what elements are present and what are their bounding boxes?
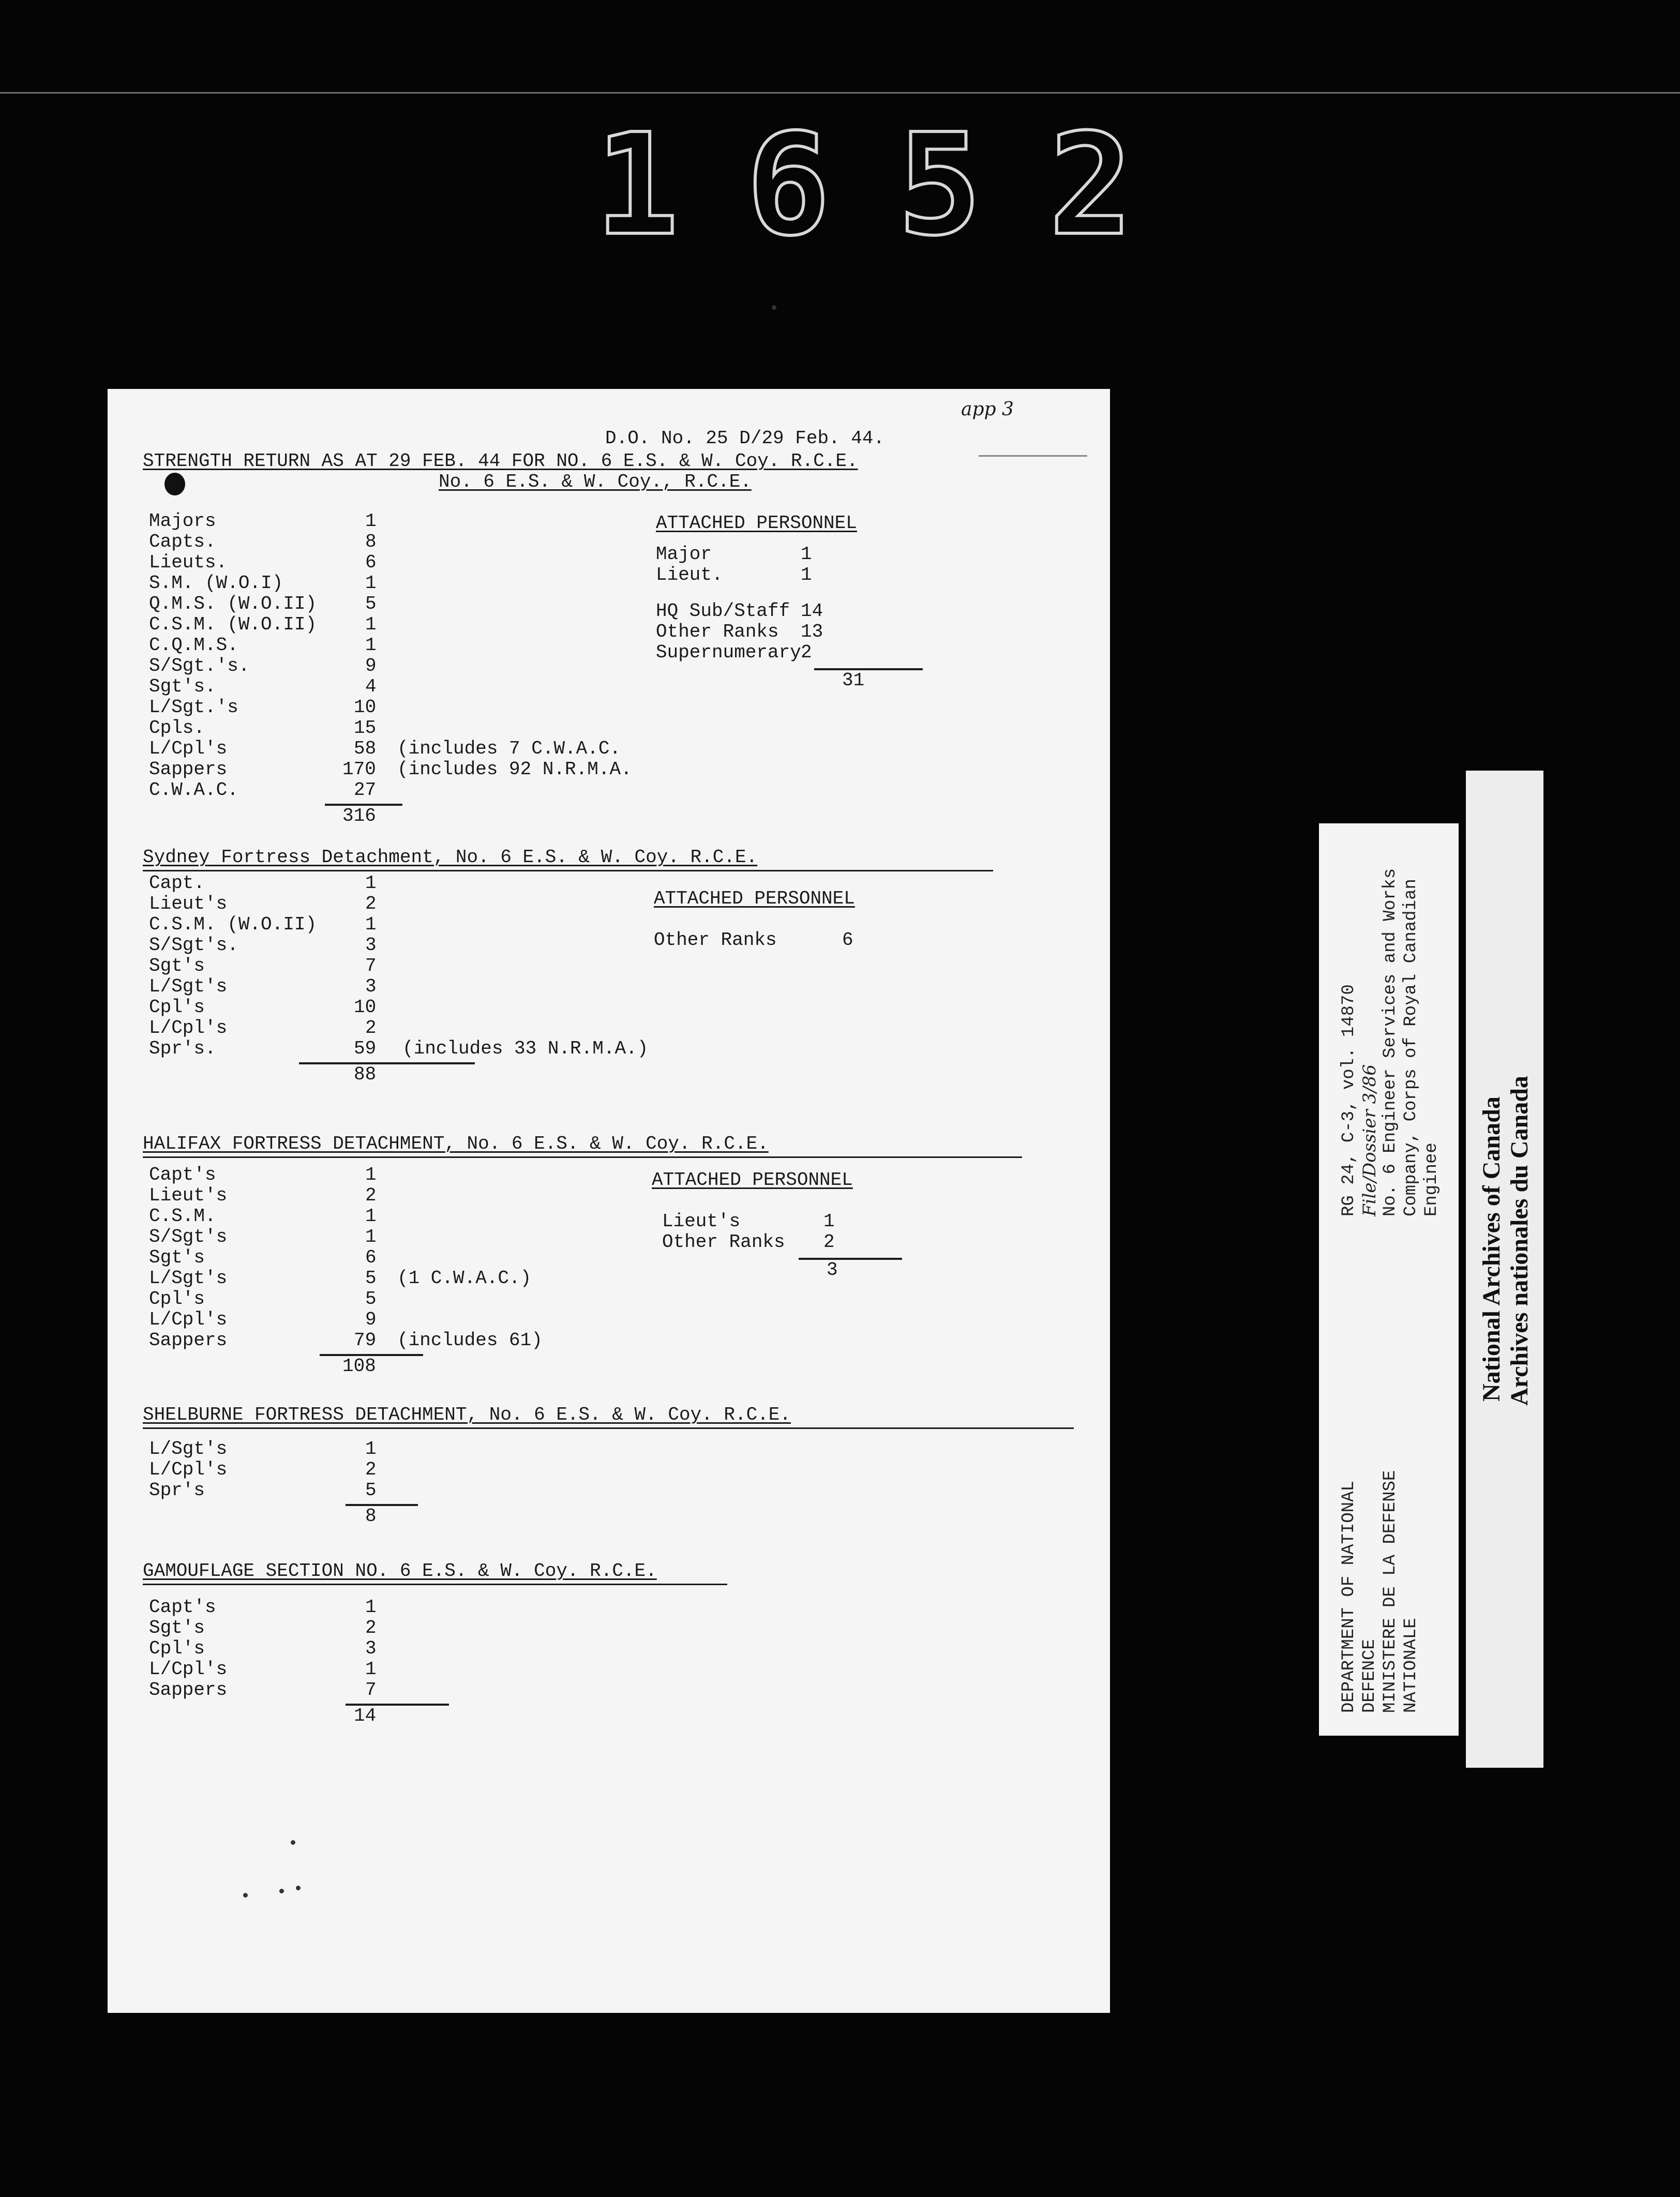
section-heading: SHELBURNE FORTRESS DETACHMENT, No. 6 E.S. & W. Coy. R.C.E. (143, 1404, 791, 1425)
section-heading-rule (143, 1427, 1074, 1429)
rank-count: 1 (365, 573, 377, 594)
rank-count: 27 (354, 779, 377, 801)
section-heading: Sydney Fortress Detachment, No. 6 E.S. & W. Coy. R.C.E. (143, 847, 758, 868)
rank-count: 1 (365, 914, 377, 935)
rank-count: 1 (365, 1206, 377, 1227)
rank-note: (includes 33 N.R.M.A.) (402, 1038, 649, 1059)
dust-mark (243, 1893, 248, 1898)
rank-count: 1 (365, 635, 377, 656)
rank-label: C.Q.M.S. (149, 635, 238, 656)
rank-count: 1 (365, 1597, 377, 1618)
rank-count: 5 (365, 1480, 377, 1501)
total-rule (346, 1504, 418, 1506)
section-heading: GAMOUFLAGE SECTION NO. 6 E.S. & W. Coy. R.C.E. (143, 1560, 657, 1582)
rank-label: Lieut's (149, 1185, 228, 1206)
attached-rank-label: Other Ranks (654, 929, 777, 951)
rank-label: Sappers (149, 1679, 228, 1701)
rank-label: L/Cpl's (149, 1309, 228, 1330)
rg-reference: RG 24, C-3, vol. 14870 (1339, 984, 1359, 1216)
rank-count: 1 (365, 1659, 377, 1680)
attached-personnel-heading: ATTACHED PERSONNEL (656, 513, 857, 534)
dept-en-line-2: DEFENCE (1360, 1639, 1379, 1713)
rank-label: Capts. (149, 531, 216, 552)
rank-count: 10 (354, 997, 377, 1018)
rank-label: S/Sgt's (149, 1226, 228, 1247)
dust-mark (279, 1889, 284, 1893)
description-line-1: No. 6 Engineer Services and Works (1381, 868, 1400, 1216)
rank-label: L/Sgt.'s (149, 697, 238, 718)
rank-label: Sappers (149, 759, 228, 780)
rank-label: Lieut's (149, 893, 228, 914)
rank-label: L/Cpl's (149, 1659, 228, 1680)
rank-label: C.S.M. (W.O.II) (149, 914, 317, 935)
rank-count: 1 (365, 510, 377, 532)
rank-label: Cpl's (149, 1288, 205, 1310)
section-total: 8 (365, 1506, 377, 1527)
section-heading-rule (143, 870, 993, 871)
rank-count: 3 (365, 1638, 377, 1659)
document-page (108, 389, 1110, 2013)
rank-label: Capt. (149, 872, 205, 894)
rank-count: 7 (365, 1679, 377, 1701)
attached-rank-count: 1 (801, 544, 812, 565)
file-dossier: File/Dossier 3/86 (1359, 1064, 1380, 1216)
rank-count: 5 (365, 593, 377, 614)
rank-label: S/Sgt's. (149, 935, 238, 956)
rank-count: 2 (365, 1017, 377, 1039)
description-line-3: Enginee (1422, 1142, 1442, 1216)
rank-count: 8 (365, 531, 377, 552)
section-total: 316 (342, 805, 376, 826)
archive-reference-label (1319, 823, 1459, 1736)
attached-rank-label: Lieut. (656, 564, 723, 585)
rank-label: Lieuts. (149, 552, 228, 573)
rank-count: 5 (365, 1268, 377, 1289)
rank-label: C.S.M. (149, 1206, 216, 1227)
dust-mark (296, 1886, 301, 1890)
archives-name-en: National Archives of Canada (1478, 1096, 1505, 1402)
rank-label: Majors (149, 510, 216, 532)
attached-rank-count: 2 (801, 642, 812, 663)
document-title: STRENGTH RETURN AS AT 29 FEB. 44 FOR NO. 6 E.S. & W. Coy. R.C.E. (143, 450, 858, 472)
annotation-underline (979, 455, 1087, 457)
rank-label: C.W.A.C. (149, 779, 238, 801)
rank-count: 59 (354, 1038, 377, 1059)
attached-personnel-heading: ATTACHED PERSONNEL (654, 888, 855, 909)
rank-count: 1 (365, 872, 377, 894)
section-heading-rule (143, 1584, 727, 1585)
dept-fr-line-1: MINISTERE DE LA DEFENSE (1381, 1470, 1400, 1713)
rank-label: L/Sgt's (149, 976, 228, 997)
rank-note: (includes 61) (397, 1330, 543, 1351)
rank-label: Cpl's (149, 997, 205, 1018)
rank-count: 1 (365, 1438, 377, 1459)
section-heading-rule (143, 1156, 1022, 1158)
attached-rank-label: Supernumerary (656, 642, 801, 663)
rank-note: (includes 92 N.R.M.A. (397, 759, 632, 780)
rank-count: 4 (365, 676, 377, 697)
rank-count: 1 (365, 1226, 377, 1247)
rank-count: 2 (365, 893, 377, 914)
rank-label: Sgt's (149, 1247, 205, 1268)
attached-personnel-heading: ATTACHED PERSONNEL (652, 1169, 853, 1191)
section-total: 14 (354, 1705, 377, 1726)
rank-count: 1 (365, 1164, 377, 1185)
archives-name-fr: Archives nationales du Canada (1506, 1076, 1533, 1406)
attached-total: 3 (827, 1259, 838, 1281)
rank-count: 7 (365, 955, 377, 976)
rank-count: 2 (365, 1459, 377, 1480)
rank-label: L/Cpl's (149, 1017, 228, 1039)
rank-count: 9 (365, 655, 377, 676)
total-rule (299, 1062, 475, 1064)
rank-label: L/Cpl's (149, 1459, 228, 1480)
rank-label: Sgt's. (149, 676, 216, 697)
national-archives-strip (1466, 771, 1543, 1768)
rank-label: Spr's (149, 1480, 205, 1501)
attached-rank-count: 13 (801, 621, 823, 642)
attached-total-rule (799, 1258, 902, 1260)
attached-rank-label: Other Ranks (662, 1231, 785, 1253)
rank-count: 9 (365, 1309, 377, 1330)
handwritten-annotation: app 3 (961, 399, 1014, 420)
do-reference: D.O. No. 25 D/29 Feb. 44. (605, 428, 885, 449)
attached-rank-label: Lieut's (662, 1211, 741, 1232)
rank-label: Spr's. (149, 1038, 216, 1059)
rank-label: Sgt's (149, 955, 205, 976)
rank-label: Sgt's (149, 1617, 205, 1638)
section-total: 108 (342, 1356, 376, 1377)
rank-count: 79 (354, 1330, 377, 1351)
section-heading: HALIFAX FORTRESS DETACHMENT, No. 6 E.S. & W. Coy. R.C.E. (143, 1133, 769, 1154)
rank-label: L/Sgt's (149, 1438, 228, 1459)
rank-count: 3 (365, 976, 377, 997)
rank-label: Q.M.S. (W.O.II) (149, 593, 317, 614)
rank-count: 6 (365, 1247, 377, 1268)
attached-rank-count: 6 (842, 929, 853, 951)
rank-label: C.S.M. (W.O.II) (149, 614, 317, 635)
attached-rank-label: Other Ranks (656, 621, 779, 642)
dust-mark (772, 305, 776, 310)
ink-blot (164, 473, 185, 495)
rank-label: L/Cpl's (149, 738, 228, 759)
attached-rank-count: 14 (801, 600, 823, 622)
frame-number: 1652 (595, 103, 1201, 266)
rank-label: Sappers (149, 1330, 228, 1351)
dust-mark (291, 1840, 295, 1845)
rank-label: S/Sgt.'s. (149, 655, 250, 676)
attached-rank-count: 1 (801, 564, 812, 585)
attached-rank-label: HQ Sub/Staff (656, 600, 790, 622)
rank-count: 170 (342, 759, 376, 780)
rank-count: 58 (354, 738, 377, 759)
attached-rank-label: Major (656, 544, 712, 565)
document-subtitle: No. 6 E.S. & W. Coy., R.C.E. (439, 471, 752, 492)
attached-rank-count: 1 (823, 1211, 835, 1232)
rank-label: S.M. (W.O.I) (149, 573, 283, 594)
rank-label: Cpl's (149, 1638, 205, 1659)
rank-count: 15 (354, 717, 377, 739)
rank-label: Capt's (149, 1164, 216, 1185)
dept-fr-line-2: NATIONALE (1401, 1618, 1421, 1713)
rank-count: 5 (365, 1288, 377, 1310)
rank-label: Capt's (149, 1597, 216, 1618)
rank-label: L/Sgt's (149, 1268, 228, 1289)
attached-total-rule (814, 668, 923, 670)
description-line-2: Company, Corps of Royal Canadian (1401, 879, 1421, 1216)
rank-label: Cpls. (149, 717, 205, 739)
rank-note: (includes 7 C.W.A.C. (397, 738, 621, 759)
section-total: 88 (354, 1064, 377, 1085)
film-edge-rule (0, 92, 1680, 94)
rank-count: 6 (365, 552, 377, 573)
rank-count: 2 (365, 1617, 377, 1638)
attached-total: 31 (842, 670, 865, 691)
rank-count: 10 (354, 697, 377, 718)
dept-en-line-1: DEPARTMENT OF NATIONAL (1339, 1481, 1359, 1713)
rank-count: 1 (365, 614, 377, 635)
attached-rank-count: 2 (823, 1231, 835, 1253)
rank-count: 2 (365, 1185, 377, 1206)
rank-note: (1 C.W.A.C.) (397, 1268, 532, 1289)
rank-count: 3 (365, 935, 377, 956)
